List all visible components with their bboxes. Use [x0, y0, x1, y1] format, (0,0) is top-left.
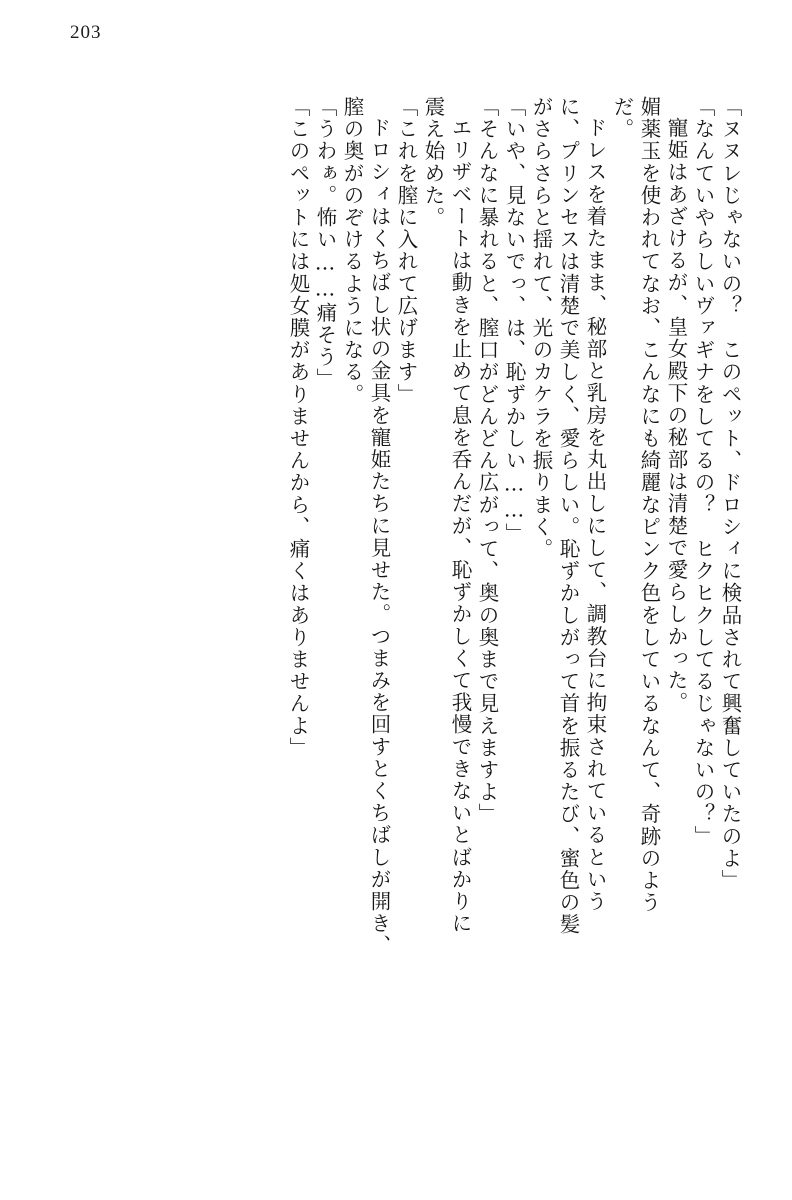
text-line: 「このペットには処女膜がありませんから、痛くはありませんよ」: [286, 96, 310, 759]
text-line: 「うわぁ。怖い……痛そう」: [313, 96, 337, 391]
text-line: 「いや、見ないでっ、は、恥ずかしい……」: [502, 96, 526, 545]
text-line: ドロシィはくちばし状の金具を寵姫たちに見せた。つまみを回すとくちばしが開き、: [367, 117, 391, 957]
text-line: に、プリンセスは清楚で美しく、愛らしい。恥ずかしがって首を振るたび、蜜色の髪: [556, 96, 580, 936]
text-line: 「ヌヌレじゃないの？ このペット、ドロシィに検品されて興奮していたのよ」: [718, 96, 742, 892]
text-line: 寵姫はあざけるが、皇女殿下の秘部は清楚で愛らしかった。: [664, 117, 688, 714]
text-line: 媚薬玉を使われてなお、こんなにも綺麗なピンク色をしているなんて、奇跡のよう: [637, 96, 661, 914]
text-line: ドレスを着たまま、秘部と乳房を丸出しにして、調教台に拘束されているという: [583, 117, 607, 913]
text-line: がさらさらと揺れて、光のカケラを振りまく。: [529, 96, 553, 561]
text-line: 「これを膣に入れて広げます」: [394, 96, 418, 406]
page-number: 203: [70, 22, 102, 43]
text-line: エリザベートは動きを止めて息を呑んだが、恥ずかしくて我慢できないとばかりに: [448, 117, 472, 935]
text-line: だ。: [610, 96, 634, 141]
vertical-text-body: [40, 96, 740, 1136]
text-line: 震え始めた。: [421, 96, 445, 229]
text-line: 膣の奥がのぞけるようになる。: [340, 96, 364, 406]
text-line: 「なんていやらしいヴァギナをしてるの？ ヒクヒクしてるじゃないの？」: [691, 96, 715, 848]
text-line: 「そんなに暴れると、膣口がどんどん広がって、奥の奥まで見えますよ」: [475, 96, 499, 826]
